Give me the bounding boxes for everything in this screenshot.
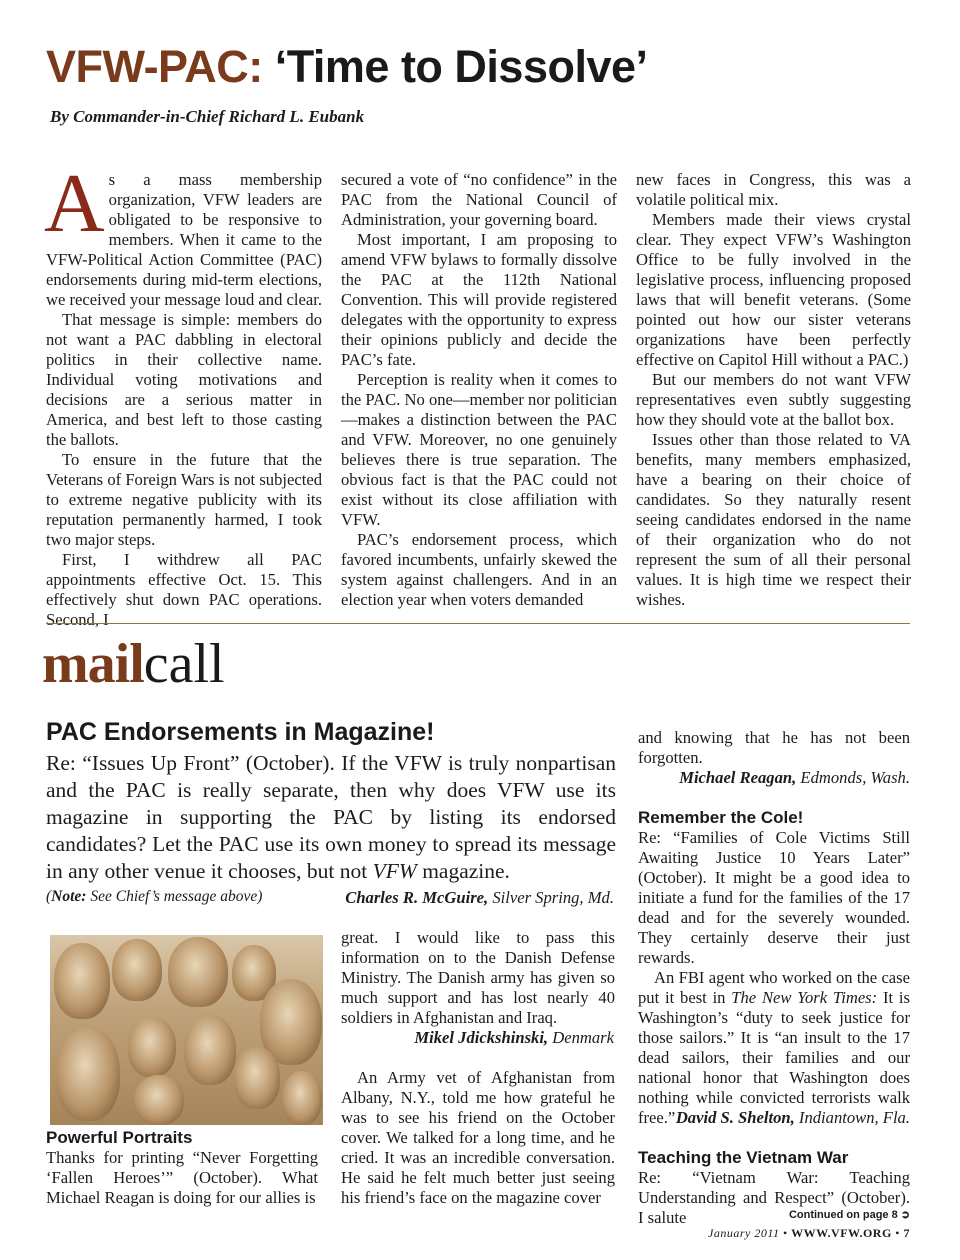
paragraph: PAC’s endorsement process, which favored incumbents, unfairly skewed the system against challengers. And in an election year when voters demanded bbox=[341, 530, 617, 609]
page-number: 7 bbox=[903, 1226, 910, 1240]
letter-body: Re: “Vietnam War: Teaching Understanding and Respect” (October). I salute bbox=[638, 1168, 910, 1227]
letter-body: great. I would like to pass this information on to the Danish Defense Ministry. The Danish army has given so much support and has lost nearly 40 soldiers in Afghanistan and Iraq. bbox=[341, 928, 615, 1027]
paragraph: First, I withdrew all PAC appointments effective Oct. 15. This effectively shut down PAC operations. Second, I bbox=[46, 550, 322, 629]
letter-signature: Mikel Jdickshinski, Denmark bbox=[414, 1028, 614, 1047]
letter-body: Re: “Families of Cole Victims Still Awaiting Justice 10 Years Later” (October). It might be a good idea to initiate a fund for the families of the 17 dead and for the severely wounded. They certainly deserve their just rewards. An FBI agent who worked on the case put it best in The New York Times: It is Washington’s “duty to seek justice for those sailors.” It is “an insult to the 17 dead sailors, their families and our national honor that Washington does nothing while convicted terrorists walk free.” bbox=[638, 828, 910, 1127]
footer-issue: January 2011 bbox=[708, 1226, 780, 1240]
paragraph: new faces in Congress, this was a volatile political mix. bbox=[636, 170, 911, 209]
editor-note: (Note: See Chief’s message above) bbox=[46, 888, 263, 905]
letter-heading: Remember the Cole! bbox=[638, 808, 804, 827]
letter-signature: Michael Reagan, Edmonds, Wash. bbox=[679, 768, 910, 787]
title-main: ‘Time to Dissolve’ bbox=[262, 41, 648, 92]
portrait-face bbox=[54, 943, 110, 1019]
letter-body: Re: “Issues Up Front” (October). If the VFW is truly nonpartisan and the PAC is really separate, then why does VFW use its magazine in supporting the PAC by listing its endorsed candidates? Let the PAC use its own money to spread its message in any other venue it chooses, but not VFW magazine. bbox=[46, 751, 616, 883]
continued-note: Continued on page 8 ➲ bbox=[788, 1209, 910, 1221]
paragraph: Perception is reality when it comes to the PAC. No one—member nor politician—makes a distinction between the PAC and VFW. Moreover, no one genuinely believes there is true separation. The obvious fact is that the PAC could not exist without its close affiliation with VFW. bbox=[341, 370, 617, 529]
paragraph: Most important, I am proposing to amend VFW bylaws to formally dissolve the PAC at the 112th National Convention. This will provide registered delegates with the opportunity to express their opinions publicly and decide the PAC’s fate. bbox=[341, 230, 617, 369]
letter-signature: David S. Shelton, Indiantown, Fla. bbox=[675, 1108, 910, 1127]
portrait-face bbox=[234, 1047, 280, 1109]
paragraph: As a mass membership organization, VFW leaders are obligated to be responsive to members. When it came to the VFW-Political Action Committee (PAC) endorsements during mid-term elections, we received your message loud and clear. bbox=[44, 157, 322, 309]
letter-heading: PAC Endorsements in Magazine! bbox=[46, 718, 435, 746]
byline: By Commander-in-Chief Richard L. Eubank bbox=[50, 107, 365, 126]
paragraph: Members made their views crystal clear. They expect VFW’s Washington Office to be fully involved in the legislative process, influencing proposed laws that will benefit veterans. (Some pointed out how our sister veterans organizations have been perfectly effective on Capitol Hill without a PAC.) bbox=[636, 210, 911, 369]
drop-cap: A bbox=[44, 157, 105, 250]
portrait-face bbox=[134, 1075, 184, 1125]
portrait-face bbox=[56, 1027, 120, 1121]
portrait-face bbox=[168, 937, 228, 1007]
paragraph: Issues other than those related to VA benefits, many members emphasized, have a bearing on their choice of candidates. So they naturally resent seeing candidates endorsed in the name of their organization who do not represent the sum of all their personal values. It is high time we respect their wishes. bbox=[636, 430, 911, 609]
article-column-3 bbox=[636, 170, 911, 610]
paragraph: To ensure in the future that the Veterans of Foreign Wars is not subjected to extreme negative publicity with its reputation permanently harmed, I took two major steps. bbox=[46, 450, 322, 549]
portrait-face bbox=[128, 1017, 176, 1077]
paragraph: That message is simple: members do not want a PAC dabbling in electoral politics in their collective name. Individual voting motivations and decisions are a serious matter in America, and best left to those casting the ballots. bbox=[46, 310, 322, 449]
article-column-2 bbox=[341, 170, 617, 610]
letter-body: Thanks for printing “Never Forgetting ‘Fallen Heroes’” (October). What Michael Reagan is doing for our allies is bbox=[46, 1148, 318, 1207]
page-footer: January 2011 • WWW.VFW.ORG • 7 bbox=[708, 1226, 910, 1240]
portrait-face bbox=[184, 1015, 236, 1085]
letter-body: and knowing that he has not been forgotten. bbox=[638, 728, 910, 767]
letter-heading: Teaching the Vietnam War bbox=[638, 1148, 849, 1167]
article-column-1 bbox=[44, 157, 322, 630]
section-divider bbox=[46, 623, 910, 624]
paragraph: secured a vote of “no confidence” in the PAC from the National Council of Administration, your governing board. bbox=[341, 170, 617, 229]
title-prefix: VFW-PAC: bbox=[46, 41, 263, 92]
masthead-mail: mail bbox=[42, 633, 144, 695]
letter-signature: Charles R. McGuire, Silver Spring, Md. bbox=[345, 888, 614, 907]
masthead-call: call bbox=[143, 633, 225, 695]
footer-site: WWW.VFW.ORG bbox=[791, 1226, 892, 1240]
article-title bbox=[46, 41, 648, 92]
letter-heading: Powerful Portraits bbox=[46, 1128, 193, 1147]
portraits-collage-image bbox=[50, 935, 323, 1125]
mailcall-masthead bbox=[42, 633, 225, 695]
portrait-face bbox=[112, 939, 162, 1001]
portrait-face bbox=[282, 1071, 322, 1125]
paragraph: But our members do not want VFW representatives even subtly suggesting how they should vote at the ballot box. bbox=[636, 370, 911, 429]
letter-body: An Army vet of Afghanistan from Albany, N.Y., told me how grateful he was to see his friend on the October cover. We talked for a long time, and he cried. It was an incredible conversation. He said he felt much better just seeing his friend’s face on the magazine cover bbox=[341, 1068, 615, 1207]
